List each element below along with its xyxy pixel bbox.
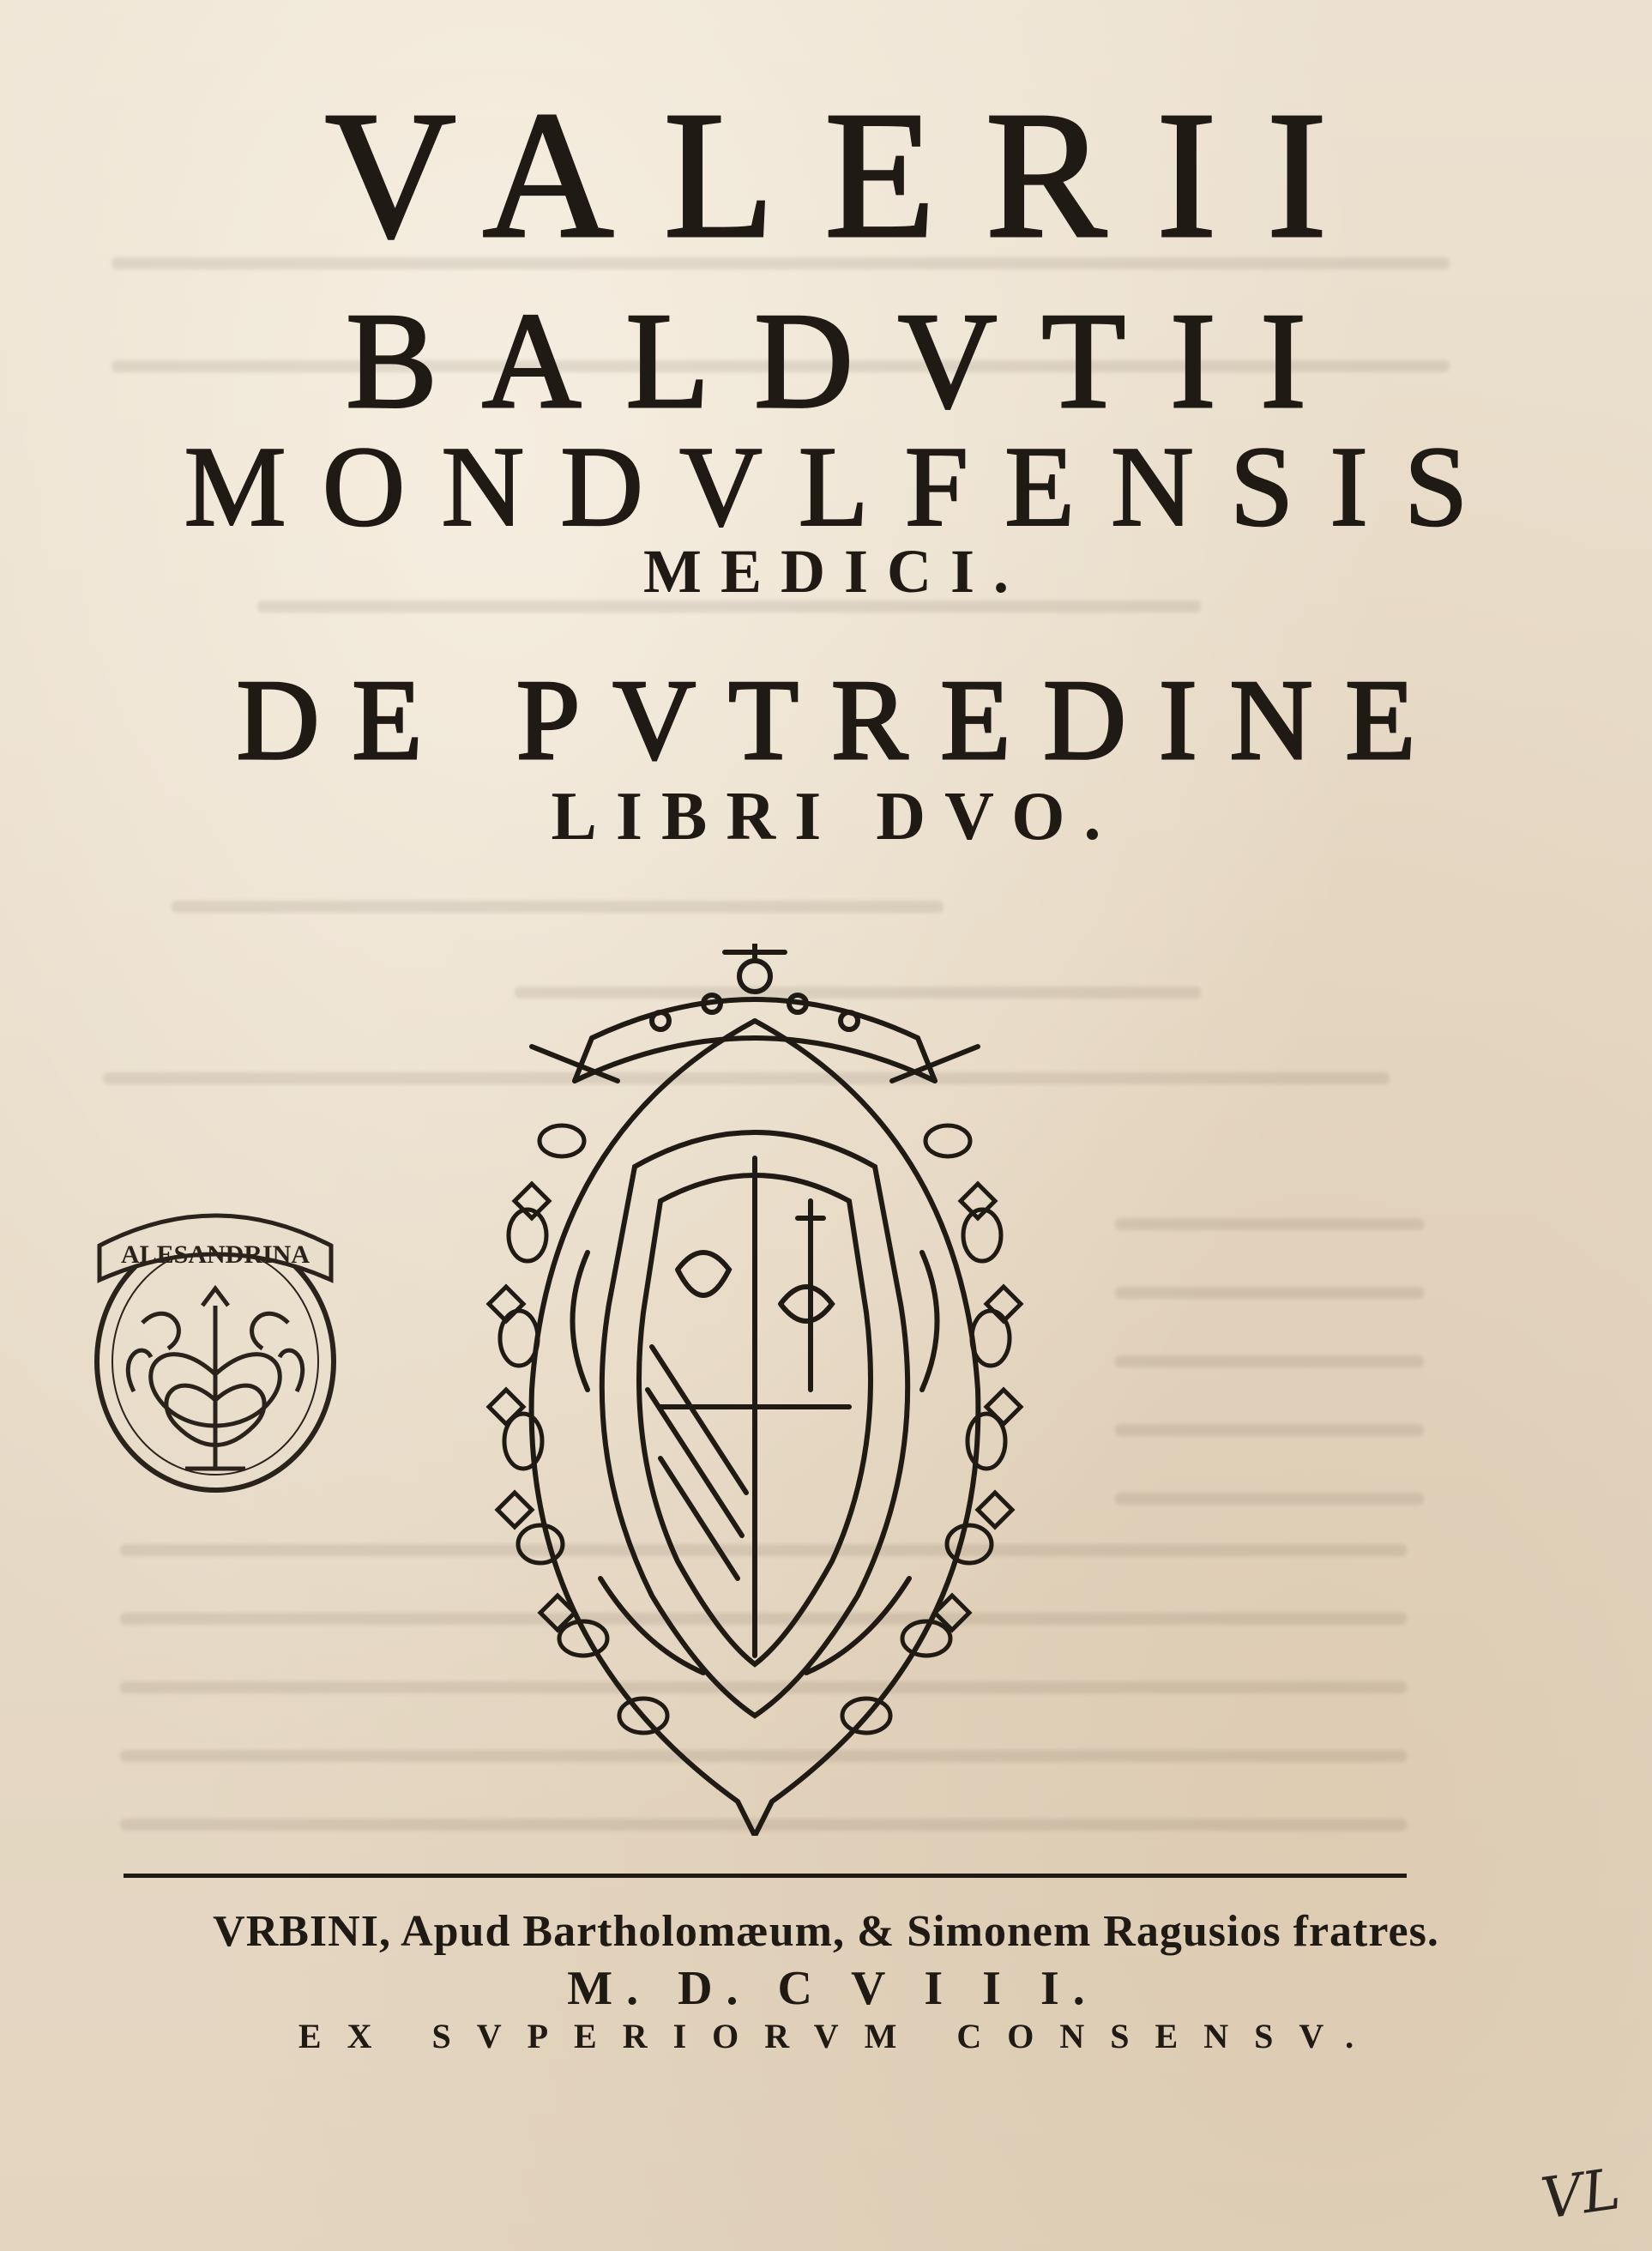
author-profession: MEDICI. (642, 537, 1028, 606)
book-title: DE PVTREDINE (236, 656, 1449, 783)
imprint-year: M. D. C V I I I. (567, 1962, 1099, 2015)
stamp-label: ALESANDRINA (120, 1240, 311, 1269)
library-ownership-stamp (82, 1177, 348, 1503)
horizontal-rule (124, 1874, 1407, 1878)
coat-of-arms-woodcut (377, 944, 1132, 1836)
imprint-license: EX SVPERIORVM CONSENSV. (298, 2017, 1380, 2055)
imprint-publisher: VRBINI, Apud Bartholomæum, & Simonem Ragusios fratres. (213, 1907, 1439, 1956)
author-origin: MONDVLFENSIS (184, 423, 1504, 550)
handwritten-margin-note: VL (1536, 2156, 1624, 2232)
author-first-name: VALERII (324, 74, 1378, 275)
book-subtitle: LIBRI DVO. (551, 779, 1120, 854)
author-surname: BALDVTII (346, 284, 1351, 437)
